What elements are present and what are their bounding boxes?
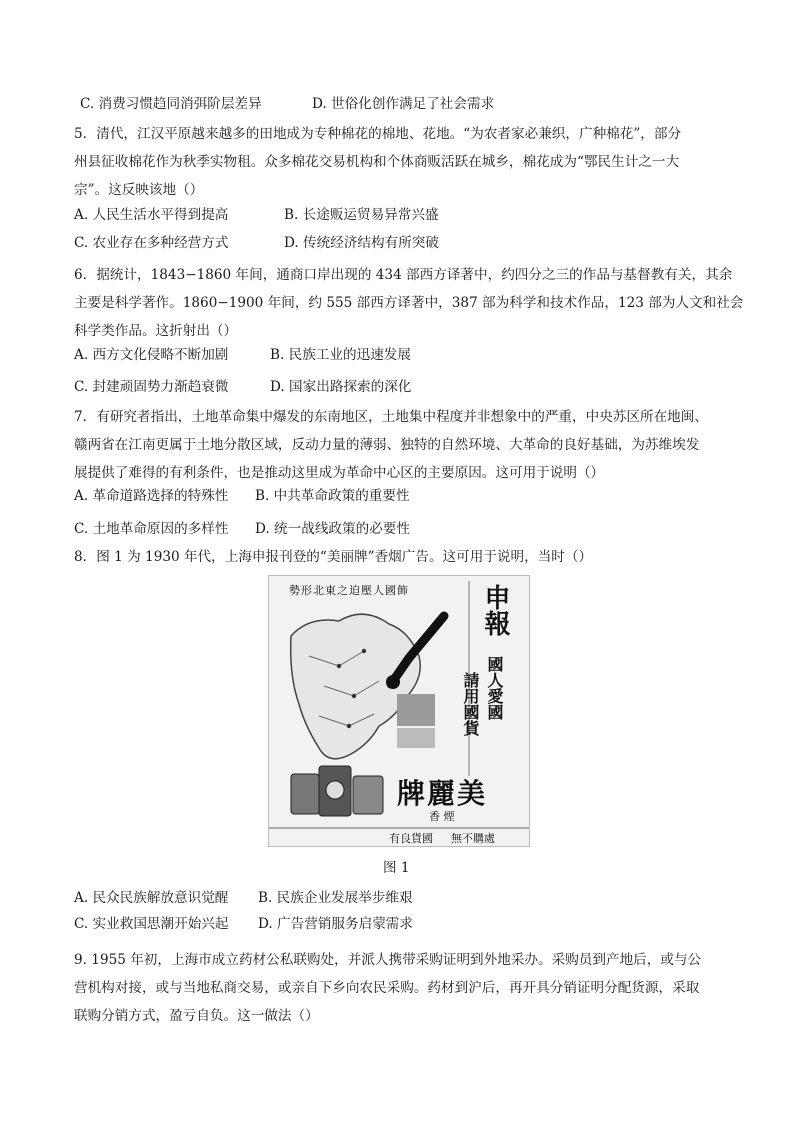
q4-option-d: D. 世俗化创作满足了社会需求 (312, 96, 495, 112)
q6-option-d: D. 国家出路探索的深化 (270, 379, 412, 395)
ad-slogan-1: 國人愛國 (485, 656, 504, 720)
q6-line-3: 科学类作品。这折射出（） (74, 323, 238, 339)
q8-option-c: C. 实业救国思潮开始兴起 (74, 916, 229, 932)
q5-line-1: 5．清代，江汉平原越来越多的田地成为专种棉花的棉地、花地。“为农者家必兼织，广种棉花”，部分 (74, 126, 682, 142)
figure-1-advertisement (268, 575, 530, 847)
q7-option-a: A. 革命道路选择的特殊性 (74, 488, 229, 504)
q5-option-b: B. 长途贩运贸易异常兴盛 (284, 207, 439, 223)
question-5-stem (74, 120, 724, 204)
ad-paper-name: 申報 (480, 584, 510, 636)
q9-line-1: 9. 1955 年初，上海市成立药材公私联购处，并派人携带采购证明到外地采办。采购员到产地后，或与公 (74, 952, 702, 968)
ad-sub-label: 香 煙 (429, 810, 455, 823)
ad-slogan-2: 請用國貨 (461, 672, 480, 736)
q7-option-b: B. 中共革命政策的重要性 (255, 488, 410, 504)
figure-1-caption: 图 1 (383, 860, 410, 876)
q7-line-1: 7．有研究者指出，土地革命集中爆发的东南地区，土地集中程度并非想象中的严重，中央苏区所在地闽、 (74, 409, 708, 425)
q6-option-c: C. 封建顽固势力渐趋衰微 (74, 379, 229, 395)
ad-footer: 有良貨國 無不購處 (389, 832, 495, 845)
q7-line-2: 赣两省在江南更属于土地分散区域，反动力量的薄弱、独特的自然环境、大革命的良好基础，为苏维埃发 (74, 437, 700, 453)
q8-option-a: A. 民众民族解放意识觉醒 (74, 890, 229, 906)
q4-option-c: C. 消费习惯趋同消弭阶层差异 (80, 96, 262, 112)
q7-line-3: 展提供了难得的有利条件，也是推动这里成为革命中心区的主要原因。这可用于说明（） (74, 465, 605, 481)
ad-map-header: 勢形北東之迫壓人國飾 (289, 584, 409, 597)
q5-option-c: C. 农业存在多种经营方式 (74, 235, 229, 251)
q8-option-b: B. 民族企业发展举步维艰 (258, 890, 413, 906)
q6-option-b: B. 民族工业的迅速发展 (270, 347, 411, 363)
q5-line-3: 宗”。这反映该地（） (74, 182, 204, 198)
question-7-stem (74, 403, 724, 487)
q9-line-2: 营机构对接，或与当地私商交易，或亲自下乡向农民采购。药材到沪后，再开具分销证明分配货源，采取 (74, 980, 700, 996)
ad-brand-name: 牌麗美 (397, 777, 488, 810)
question-6-stem (74, 261, 744, 345)
q7-option-c: C. 土地革命原因的多样性 (74, 521, 229, 537)
question-8-stem: 8．图 1 为 1930 年代，上海申报刊登的“美丽牌”香烟广告。这可用于说明，当时（） (74, 549, 593, 565)
q5-line-2: 州县征收棉花作为秋季实物租。众多棉花交易机构和个体商贩活跃在城乡，棉花成为“鄂民生计之一大 (74, 154, 680, 170)
q7-option-d: D. 统一战线政策的必要性 (255, 521, 410, 537)
q9-line-3: 联购分销方式，盈亏自负。这一做法（） (74, 1008, 319, 1024)
q5-option-d: D. 传统经济结构有所突破 (284, 235, 439, 251)
q5-option-a: A. 人民生活水平得到提高 (74, 207, 229, 223)
q6-option-a: A. 西方文化侵略不断加剧 (74, 347, 229, 363)
question-9-stem (74, 946, 724, 1030)
q6-line-1: 6．据统计，1843−1860 年间，通商口岸出现的 434 部西方译著中，约四分之三的作品与基督教有关，其余 (74, 267, 733, 283)
q8-option-d: D. 广告营销服务启蒙需求 (258, 916, 413, 932)
q6-line-2: 主要是科学著作。1860−1900 年间，约 555 部西方译著中，387 部为科学和技术作品，123 部为人文和社会 (74, 295, 744, 311)
